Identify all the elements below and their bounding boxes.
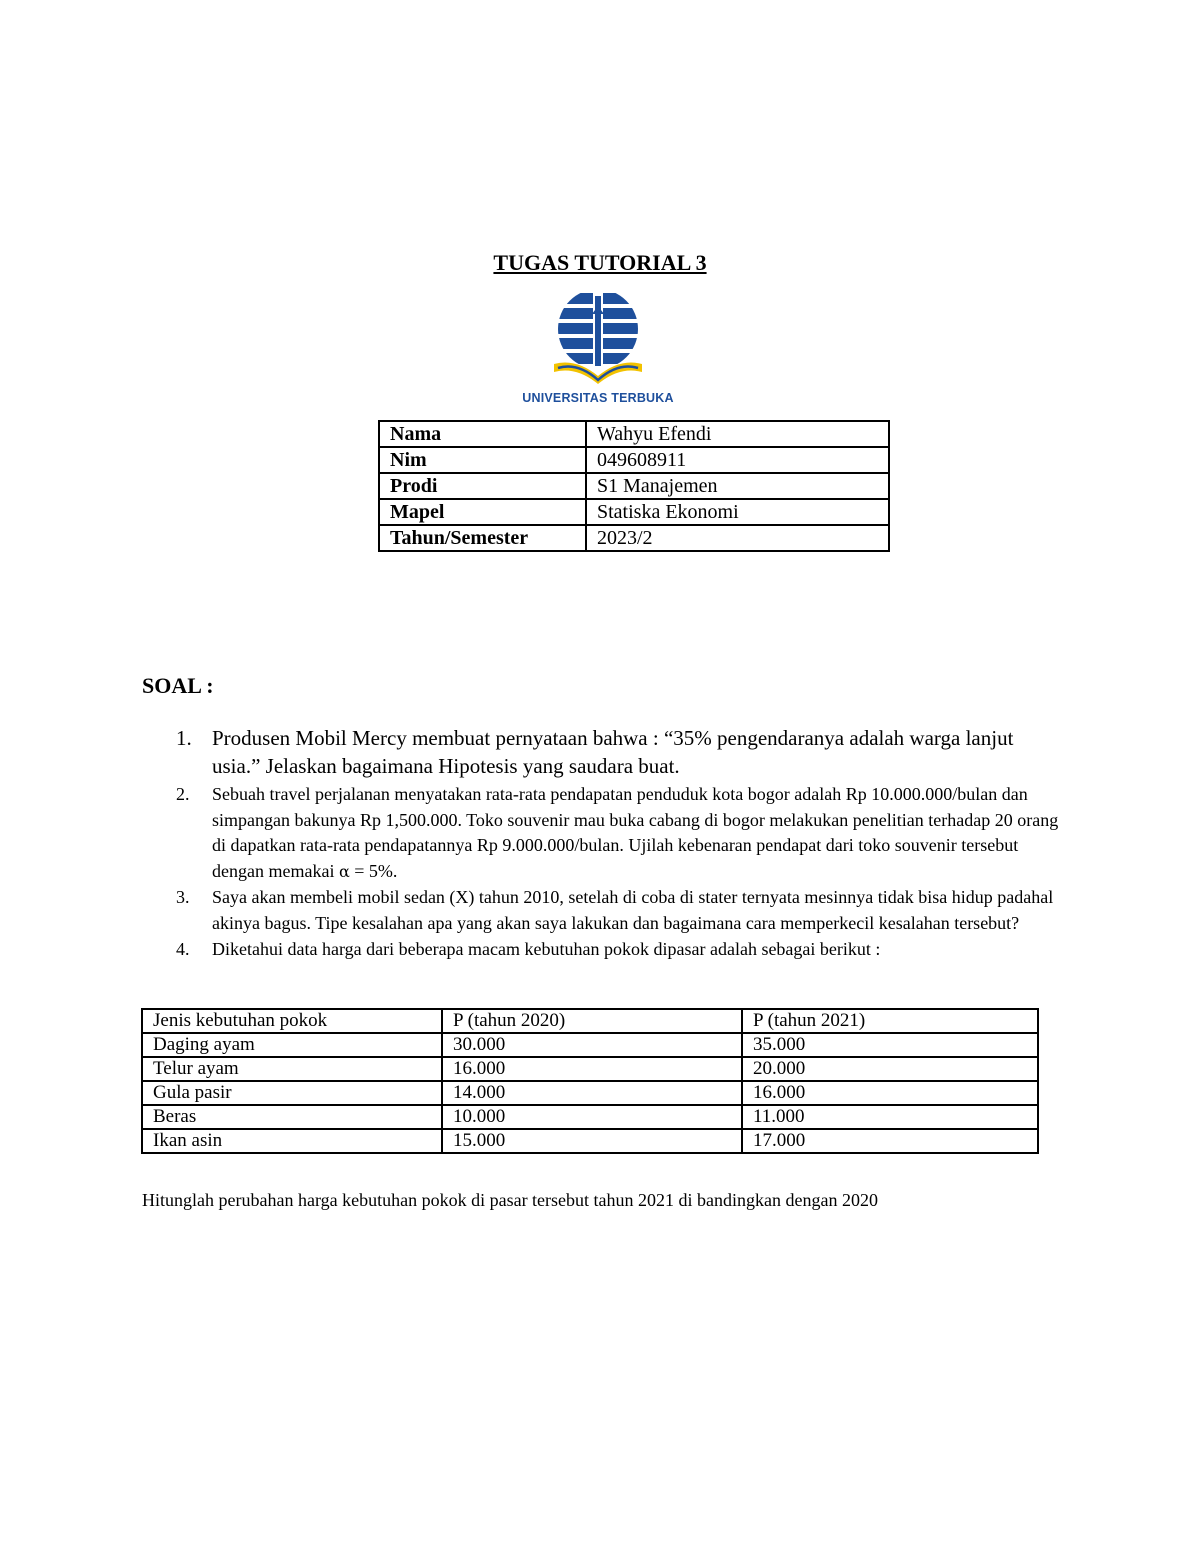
identity-label: Nim <box>379 447 586 473</box>
table-cell: 14.000 <box>442 1081 742 1105</box>
question-item <box>142 724 1062 780</box>
table-row <box>142 1129 1038 1153</box>
table-row <box>142 1105 1038 1129</box>
table-row <box>379 499 889 525</box>
question-list <box>142 724 1062 964</box>
identity-value: 049608911 <box>586 447 889 473</box>
table-header-row <box>142 1009 1038 1033</box>
universitas-terbuka-logo <box>492 284 704 414</box>
price-table <box>141 1008 1039 1154</box>
identity-label: Mapel <box>379 499 586 525</box>
table-row <box>379 447 889 473</box>
table-cell: 35.000 <box>742 1033 1038 1057</box>
table-row <box>142 1033 1038 1057</box>
table-cell: 20.000 <box>742 1057 1038 1081</box>
question-item <box>142 937 1062 963</box>
table-cell: 16.000 <box>442 1057 742 1081</box>
identity-value: 2023/2 <box>586 525 889 551</box>
document-title: TUGAS TUTORIAL 3 <box>493 250 707 275</box>
question-number: 3. <box>176 887 190 907</box>
question-item <box>142 782 1062 884</box>
logo-emblem-icon <box>492 284 704 390</box>
logo-text: UNIVERSITAS TERBUKA <box>522 391 674 405</box>
table-row <box>142 1057 1038 1081</box>
table-cell: Beras <box>142 1105 442 1129</box>
table-cell: 15.000 <box>442 1129 742 1153</box>
table-cell: Gula pasir <box>142 1081 442 1105</box>
question-text: Diketahui data harga dari beberapa macam kebutuhan pokok dipasar adalah sebagai berikut : <box>212 939 881 959</box>
question-number: 4. <box>176 939 190 959</box>
soal-heading: SOAL : <box>142 673 214 698</box>
table-cell: 17.000 <box>742 1129 1038 1153</box>
identity-label: Tahun/Semester <box>379 525 586 551</box>
question-number: 2. <box>176 784 190 804</box>
column-header: P (tahun 2021) <box>742 1009 1038 1033</box>
alpha-symbol: α <box>338 861 350 881</box>
table-cell: 10.000 <box>442 1105 742 1129</box>
identity-value: Statiska Ekonomi <box>586 499 889 525</box>
identity-value: S1 Manajemen <box>586 473 889 499</box>
table-cell: Daging ayam <box>142 1033 442 1057</box>
question-text: Produsen Mobil Mercy membuat pernyataan bahwa : “35% pengendaranya adalah warga lanjut usia.” Jelaskan bagaimana Hipotesis yang saudara buat. <box>212 726 1014 778</box>
table-cell: Telur ayam <box>142 1057 442 1081</box>
question-number: 1. <box>176 726 192 750</box>
alpha-value: = 5%. <box>349 860 398 881</box>
question-text: Sebuah travel perjalanan menyatakan rata-rata pendapatan penduduk kota bogor adalah Rp 10.000.000/bulan dan simpangan bakunya Rp 1,500.000. Toko souvenir mau buka cabang di bogor melakukan penelitian terhadap 20 orang di dapatkan rata-rata pendapatannya Rp 9.000.000/bulan. Ujilah kebenaran pendapat dari toko souvenir tersebut dengan memakai <box>212 784 1059 881</box>
table-cell: 16.000 <box>742 1081 1038 1105</box>
identity-label: Nama <box>379 421 586 447</box>
table-row <box>379 525 889 551</box>
column-header: P (tahun 2020) <box>442 1009 742 1033</box>
identity-label: Prodi <box>379 473 586 499</box>
column-header: Jenis kebutuhan pokok <box>142 1009 442 1033</box>
table-cell: Ikan asin <box>142 1129 442 1153</box>
table-row <box>379 473 889 499</box>
table-cell: 30.000 <box>442 1033 742 1057</box>
question-text: Saya akan membeli mobil sedan (X) tahun 2010, setelah di coba di stater ternyata mesinnya tidak bisa hidup padahal akinya bagus. Tipe kesalahan apa yang akan saya lakukan dan bagaimana cara memperkecil kesalahan tersebut? <box>212 887 1054 933</box>
closing-instruction: Hitunglah perubahan harga kebutuhan pokok di pasar tersebut tahun 2021 di bandingkan dengan 2020 <box>142 1190 878 1210</box>
identity-table <box>378 420 890 552</box>
table-row <box>379 421 889 447</box>
table-cell: 11.000 <box>742 1105 1038 1129</box>
table-row <box>142 1081 1038 1105</box>
question-item <box>142 885 1062 936</box>
identity-value: Wahyu Efendi <box>586 421 889 447</box>
